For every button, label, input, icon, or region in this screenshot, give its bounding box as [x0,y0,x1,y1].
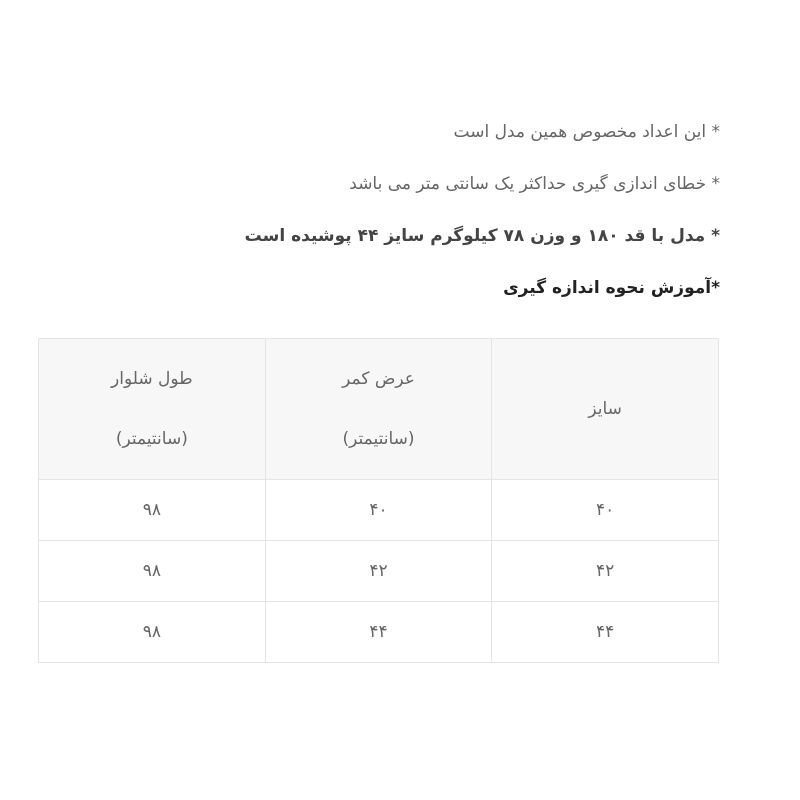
header-size-label: سایز [588,399,622,419]
header-waist-label: عرض کمر [342,369,415,389]
table-row [39,541,719,602]
cell-size: ۴۲ [492,541,719,602]
cell-length: ۹۸ [39,602,266,663]
size-table [38,338,719,663]
table-header-row [39,339,719,480]
cell-size: ۴۴ [492,602,719,663]
note-measurement-guide-link[interactable]: *آموزش نحوه اندازه گیری [503,278,720,298]
cell-size: ۴۰ [492,480,719,541]
header-waist-width [265,339,492,480]
note-measurement-error: * خطای اندازی گیری حداکثر یک سانتی متر می باشد [349,174,720,194]
note-model-info: * مدل با قد ۱۸۰ و وزن ۷۸ کیلوگرم سایز ۴۴ پوشیده است [244,226,720,246]
table-row [39,602,719,663]
header-waist-unit: (سانتیمتر) [342,429,415,449]
cell-waist: ۴۴ [265,602,492,663]
header-size [492,339,719,480]
size-notes [80,120,720,328]
cell-waist: ۴۲ [265,541,492,602]
header-length-label: طول شلوار [111,369,193,389]
table-row [39,480,719,541]
cell-length: ۹۸ [39,541,266,602]
header-length-unit: (سانتیمتر) [115,429,188,449]
cell-length: ۹۸ [39,480,266,541]
cell-waist: ۴۰ [265,480,492,541]
header-pants-length [39,339,266,480]
note-model-specific: * این اعداد مخصوص همین مدل است [453,122,720,142]
